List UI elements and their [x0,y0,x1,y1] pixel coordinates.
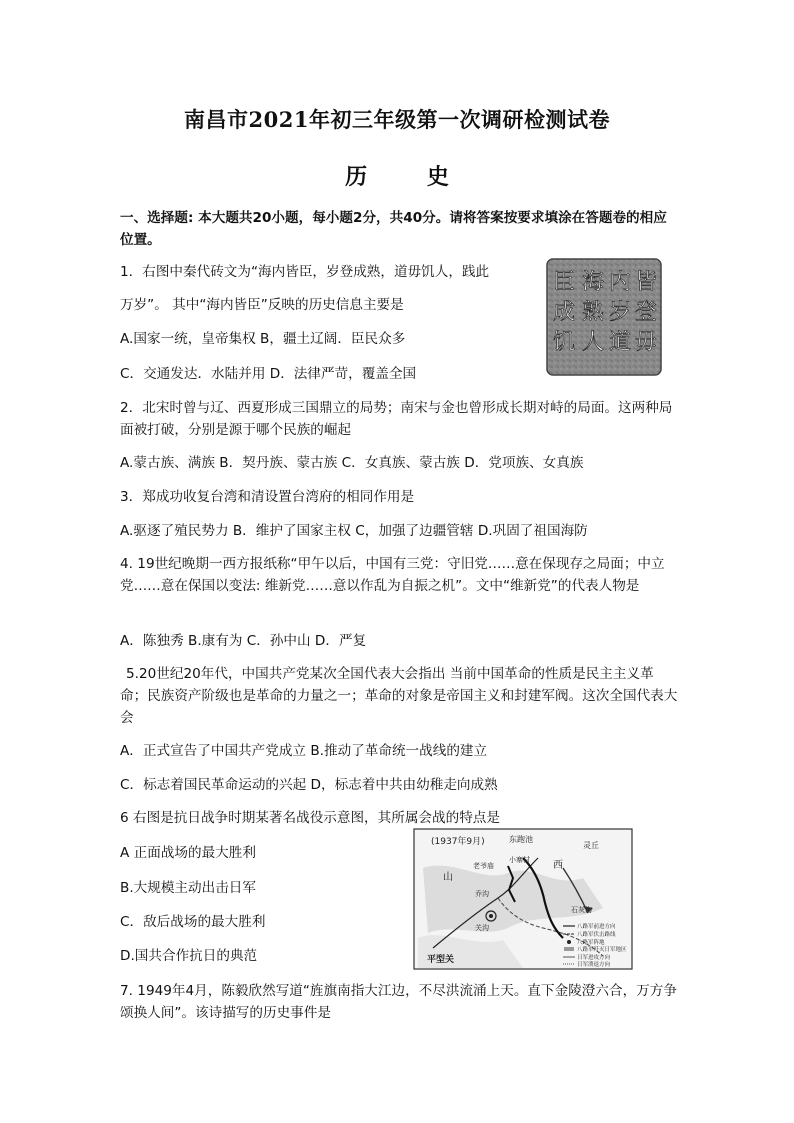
q5-options-cd: C．标志着国民革命运动的兴起 D，标志着中共由幼稚走向成熟 [120,777,498,793]
map-place-label: 东跑池 [509,835,533,844]
map-place-label: 小寨村 [509,856,530,864]
q6-option-a: A 正面战场的最大胜利 [120,845,256,861]
exam-title: 南昌市2021年初三年级第一次调研检测试卷 [184,107,610,132]
seal-char: 内 [609,270,632,295]
q6-stem: 6 右图是抗日战争时期某著名战役示意图，其所属会战的特点是 [120,810,500,826]
qin-brick-inscription-image [545,257,663,377]
q5-stem: 5.20世纪20年代，中国共产党某次全国代表大会指出 当前中国革命的性质是民主主义革命；民族资产阶级也是革命的力量之一；革命的对象是帝国主义和封建军阀。这次全国代表大会 [120,666,678,726]
svg-text:八路军伏击路线: 八路军伏击路线 [577,932,616,938]
q1-options-ab: A.国家一统，皇帝集权 B，疆土辽阔．臣民众多 [120,331,406,347]
map-date-label: (1937年9月) [431,837,485,847]
q1-options-cd: C．交通发达．水陆并用 D．法律严苛，覆盖全国 [120,366,417,382]
seal-char: 皆 [635,270,658,295]
map-place-label: 关沟 [475,924,489,932]
seal-char: 道 [609,330,632,355]
seal-char: 臣 [553,270,576,295]
seal-char: 熟 [582,300,605,325]
q3-options: A.驱逐了殖民势力 B．维护了国家主权 C，加强了边疆管辖 D.巩固了祖国海防 [120,523,588,539]
map-place-label: 灵丘 [583,841,599,850]
map-place-label: 乔沟 [475,890,489,898]
map-place-label: 平型关 [427,955,455,965]
subject-title: 历 史 [345,164,475,190]
q5-options-ab: A．正式宣告了中国共产党成立 B.推动了革命统一战线的建立 [120,743,488,759]
q6-option-c: C．敌后战场的最大胜利 [120,914,266,930]
q6-option-b: B.大规模主动出击日军 [120,880,256,896]
q4-stem: 4. 19世纪晚期一西方报纸称“甲午以后，中国有三党：守旧党……意在保现存之局面；中立党……意在保国以变法: 维新党……意以作乱为自振之机”。文中“维新党”的代表人物是 [120,556,665,594]
seal-char: 人 [582,330,605,355]
svg-text:日军溃退方向: 日军溃退方向 [577,962,611,968]
map-place-label: 石灰沟 [571,906,592,914]
section-instruction: 一、选择题: 本大题共20小题，每小题2分，共40分。请将答案按要求填涂在答题卷的相应位置。 [120,210,667,248]
svg-text:八路军前进方向: 八路军前进方向 [577,924,616,930]
q4-options: A．陈独秀 B.康有为 C．孙中山 D．严复 [120,633,367,649]
q2-stem: 2．北宋时曾与辽、西夏形成三国鼎立的局势；南宋与金也曾形成长期对峙的局面。这两种局面被打破，分别是源于哪个民族的崛起 [120,400,673,438]
seal-char: 海 [582,270,605,295]
map-region-label: 山 [443,872,453,883]
seal-char: 岁 [609,300,632,325]
svg-text:日军进攻方向: 日军进攻方向 [577,955,611,961]
q1-stem-line2: 万岁”。 其中“海内皆臣”反映的历史信息主要是 [120,297,404,313]
map-place-label: 老爷庙 [473,862,494,870]
pingxingguan-battle-map [413,828,633,970]
svg-text:八路军歼灭日军地区: 八路军歼灭日军地区 [577,947,627,953]
q6-option-d: D.国共合作抗日的典范 [120,948,258,964]
seal-char: 成 [553,300,576,325]
seal-char: 登 [635,300,658,325]
q2-options: A.蒙古族、满族 B．契丹族、蒙古族 C．女真族、蒙古族 D．党项族、女真族 [120,455,584,471]
svg-text:八路军阵地: 八路军阵地 [577,940,605,946]
seal-char: 饥 [553,330,576,355]
q3-stem: 3．郑成功收复台湾和清设置台湾府的相同作用是 [120,489,415,505]
seal-char: 毋 [635,330,658,355]
q1-stem-line1: 1．右图中秦代砖文为“海内皆臣，岁登成熟，道毋饥人，践此 [120,264,490,280]
map-region-label: 西 [553,860,563,871]
q7-stem: 7. 1949年4月，陈毅欣然写道“旌旗南指大江边，不尽洪流涌上天。直下金陵澄六合，万方争颂换人间”。该诗描写的历史事件是 [120,983,677,1021]
